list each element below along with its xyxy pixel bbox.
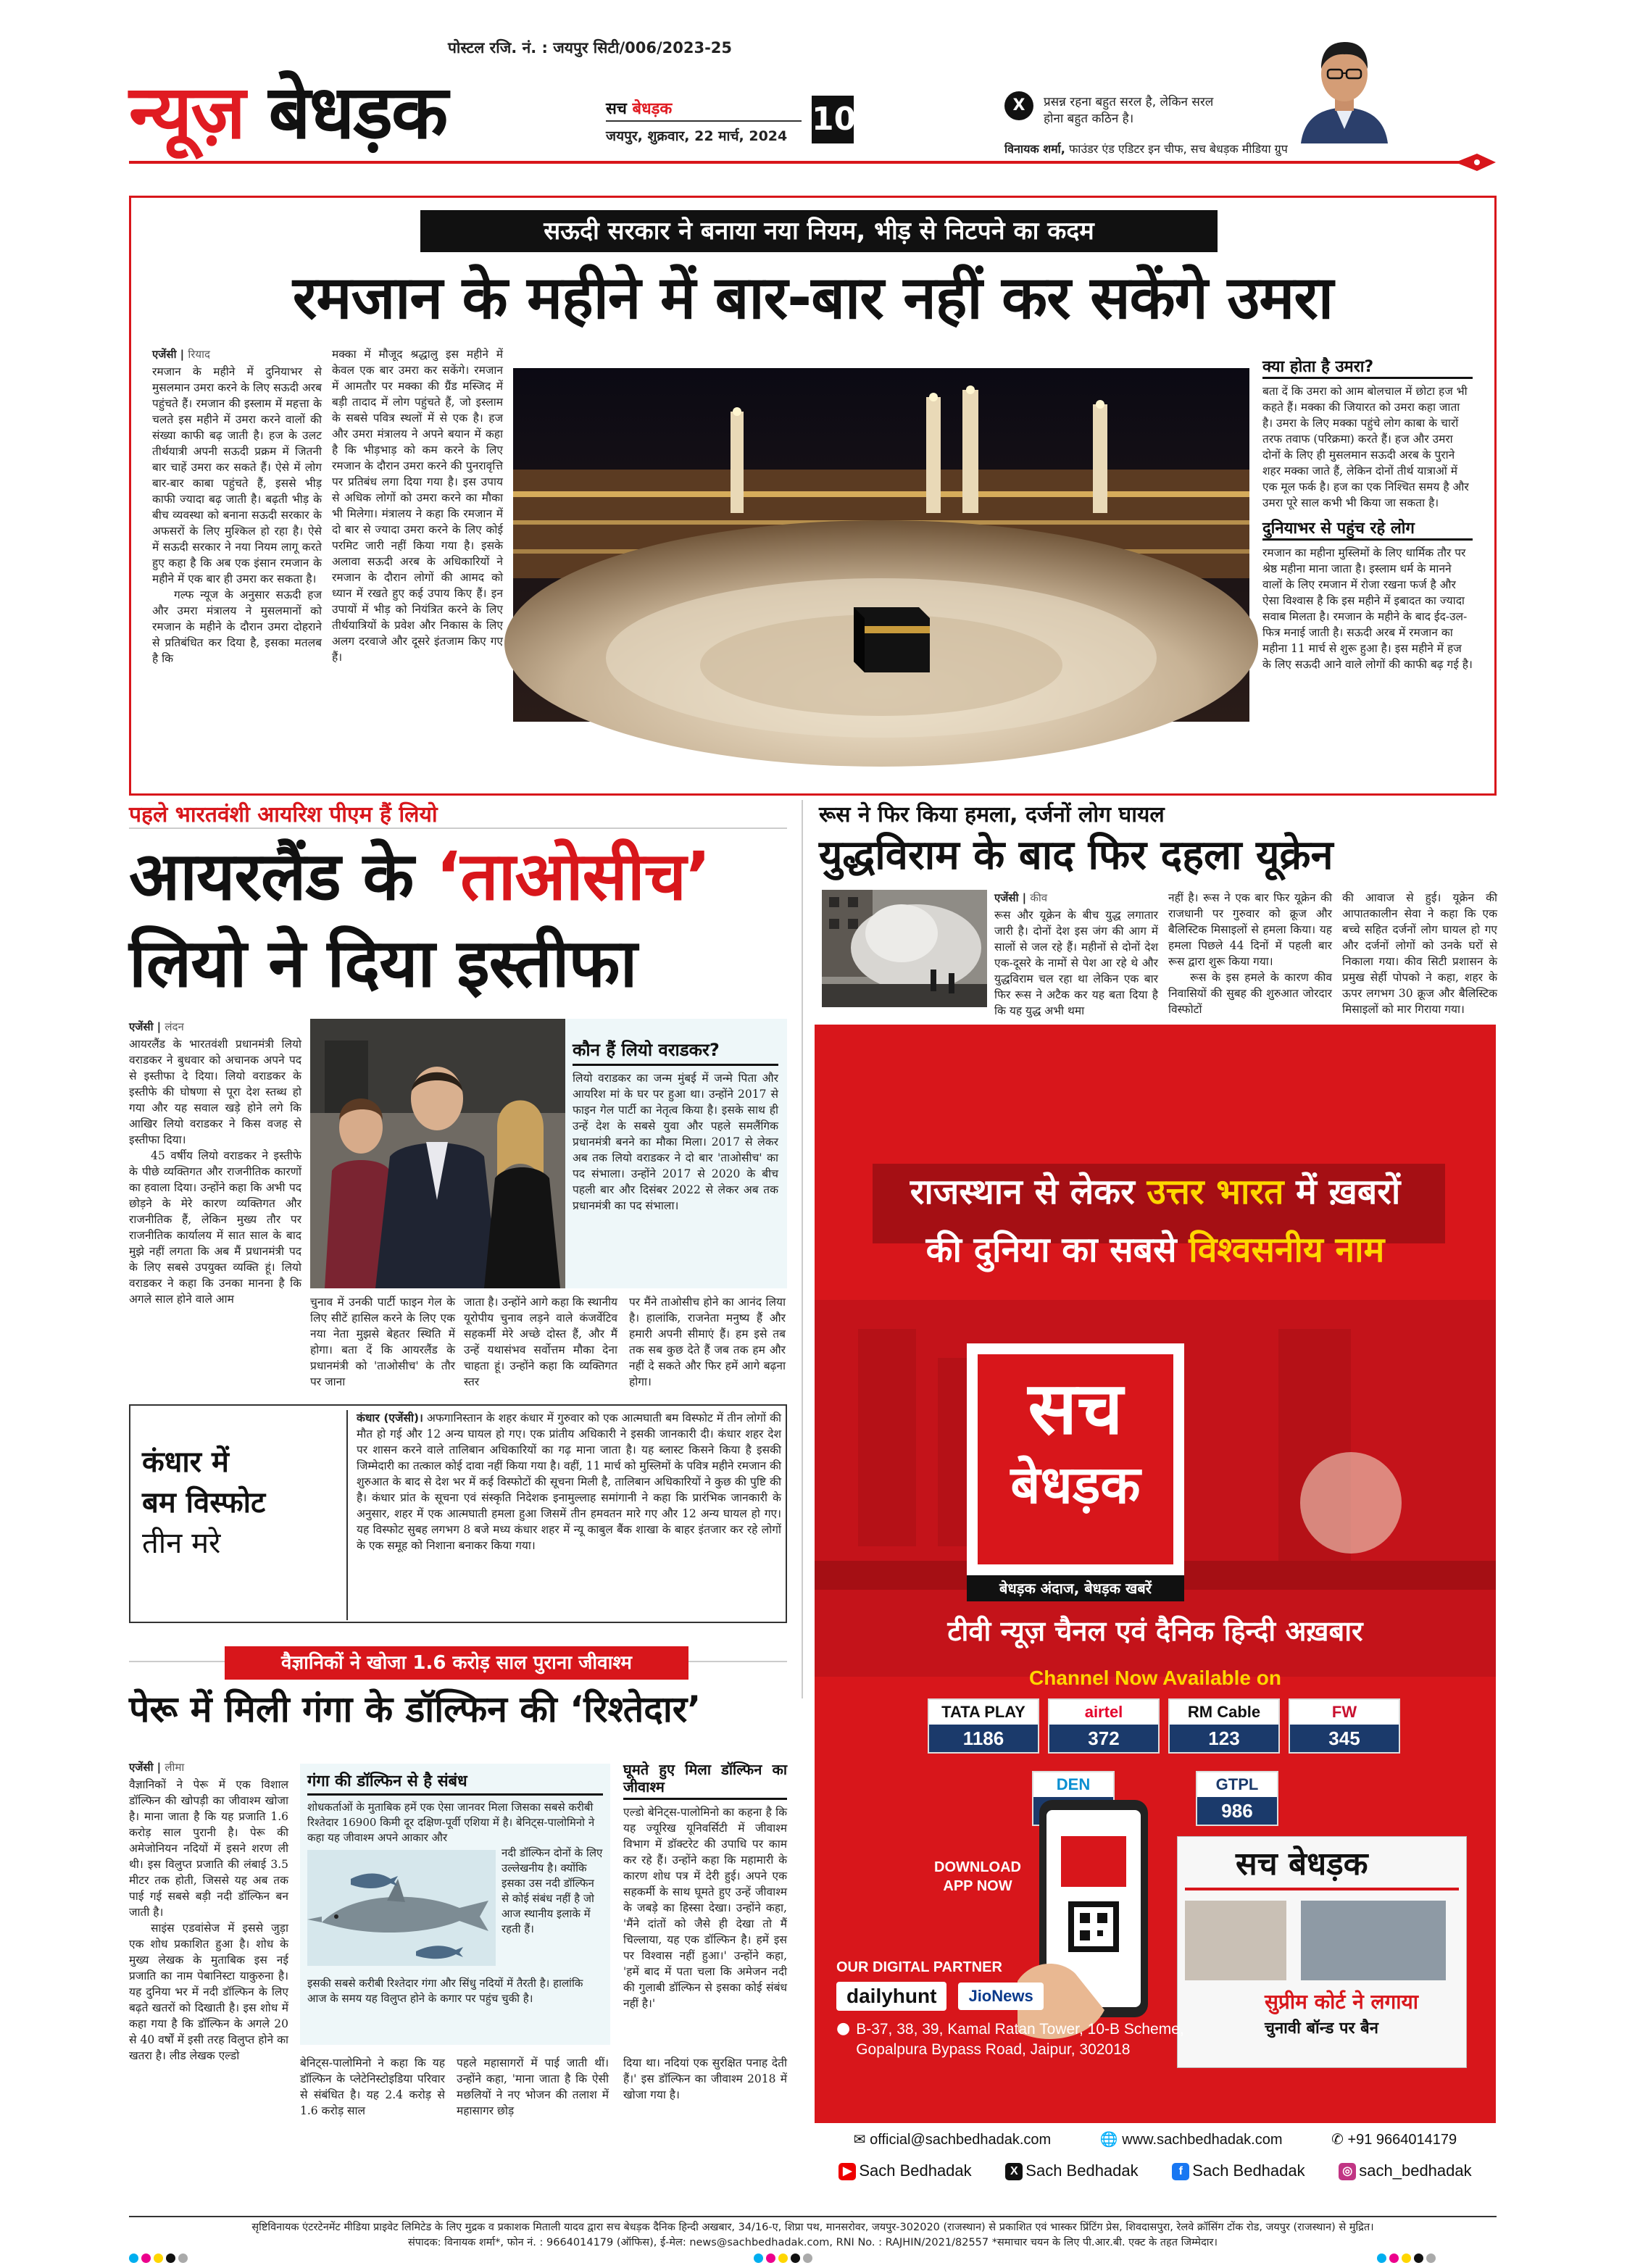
ireland-kicker-rule [129,827,787,829]
ganga-dolphin-text-3: इसकी सबसे करीबी रिश्तेदार गंगा और सिंधु नदियों में तैरती है। हालांकि आज के समय यह विलुप्त होने के कगार पर पहुंच चुकी है। [307,1977,583,2005]
dolphin-col3-title: घूमते हुए मिला डॉल्फिन का जीवाश्म [623,1761,787,1800]
ireland-bottom-col-2 [464,1294,617,1401]
social-facebook-label: Sach Bedhadak [1192,2161,1305,2180]
kandahar-title [142,1442,338,1564]
footer-imprint [129,2220,1497,2251]
masthead-tag-rule [606,120,802,122]
footer-line-2: संपादक: विनायक शर्मा*, फोन नं. : 9664014179 (ऑफिस), ई-मेल: news@sachbedhadak.com, RNI No. : RAJHIN/2021/82557 *समाचार चयन के लिए पी.आर.बी. एक्ट के तहत जिम्मेदार। [408,2237,1218,2248]
ukraine-byline: एजेंसी | कीव [994,891,1048,904]
footer-rule [129,2216,1497,2217]
ireland-bottom-para-3: पर मैंने ताओसीच होने का आनंद लिया है। हालांकि, राजनेता मनुष्य हैं और हमारी अपनी सीमाएं हैं। हम इसे तब तक सब कुछ देते हैं जब तक हम और नहीं दे सकते और फिर हमें आगे बढ़ना होगा। [629,1296,786,1388]
ad-address-text: B-37, 38, 39, Kamal Ratan Tower, 10-B Scheme, Gopalpura Bypass Road, Jaipur, 302018 [856,2021,1184,2058]
lead-agency: एजेंसी [152,348,177,361]
footer-line-1: सृष्टिविनायक एंटरटेनमेंट मीडिया प्राइवेट लिमिटेड के लिए मुद्रक व प्रकाशक मिताली यादव द्वारा सच बेधड़क दैनिक हिन्दी अखबार, 34/16-ए, शिप्रा पथ, मानसरोवर, जयपुर-302020 (राजस्थान) से प्रकाशित एवं भास्कर प्रिंटिंग प्रेस, शिवदासपुरा, रेलवे क्रॉसिंग टोंक रोड, जयपुर (राजस्थान) से मुद्रित। [251,2222,1374,2233]
channel-rm-cable-number: 123 [1170,1725,1278,1752]
ireland-headline-quote: ‘ताओसीच’ [436,838,711,915]
ukraine-column-3 [1342,890,1497,1016]
dolphin-bottom-para-1: बेनिट्स-पालोमिनो ने कहा कि यह डॉल्फिन के प्लेटेनिस्टोइडिया परिवार से संबंधित है। यह 2.4 करोड़ से 1.6 करोड़ साल [300,2056,445,2117]
ad-paper-headline: सुप्रीम कोर्ट ने लगाया [1265,1990,1419,2014]
channel-tata-play-name: TATA PLAY [941,1703,1025,1721]
youtube-icon: ▶ [839,2163,856,2180]
kandahar-title-2: बम विस्फोट [142,1486,266,1519]
dolphin-bottom-col-2 [457,2055,609,2200]
logo-word-news: न्यूज़ [129,70,244,156]
logo-word-bedhadak: बेधड़क [268,70,447,156]
ireland-byline: एजेंसी | लंदन [129,1020,184,1033]
dolphin-col3-para: एल्डो बेनिट्स-पालोमिनो का कहना है कि यह ज्यूरिख यूनिवर्सिटी में जीवाश्म विभाग में डॉक्टरेट की उपाधि पर काम कर रहे हैं। उन्होंने कहा कि महामारी के कारण शोध पत्र में देरी हुई। अपने एक सहकर्मी के साथ घूमते हुए उन्हें जीवाश्म के जबड़े का हिस्सा देखा। उन्होंने कहा, 'मैंने दांतों को जैसे ही देखा तो मैं चिल्लाया, यह एक डॉल्फिन है। हमें इस पर विश्वास नहीं हुआ।' उन्होंने कहा, 'हमें बाद में पता चला कि अमेजन नदी की गुलाबी डॉल्फिन से इसका कोई संबंध नहीं है।' [623,1806,787,2010]
dolphin-headline-part1: पेरू में मिली गंगा के डॉल्फिन की [129,1688,557,1730]
ireland-headline [129,833,796,1007]
social-instagram[interactable] [1339,2161,1471,2180]
who-is-varadkar-title: कौन हैं लियो वराडकर? [573,1039,778,1066]
side-box-2-title: दुनियाभर से पहुंच रहे लोग [1262,521,1473,541]
editor-credit [1004,141,1288,157]
editor-title: फाउंडर एंड एडिटर इन चीफ, सच बेधड़क मीडिया ग्रुप [1068,142,1288,156]
ukraine-column-2 [1168,890,1332,1016]
channel-rm-cable [1168,1698,1280,1754]
channel-rm-cable-name: RM Cable [1187,1703,1261,1721]
dolphin-col1-para2: साइंस एडवांसेज में इससे जुड़ा एक शोध प्रकाशित हुआ है। शोध के मुख्य लेखक के मुताबिक इस नई प्रजाति का नाम पेबानिस्टा याकुरुना है। यह दुनिया भर में नदी डॉल्फिन के लिए बढ़ते खतरों को दिखाती है। इस शोध में कहा गया है कि डॉल्फिन के अगले 20 से 40 वर्षों में इसी तरह विलुप्त होने का खतरा है। लीड लेखक एल्डो [129,1922,288,2062]
ad-line2-b: विश्वसनीय नाम [1189,1230,1385,1270]
channel-fw-name: FW [1331,1703,1357,1721]
channel-tata-play-number: 1186 [929,1725,1038,1752]
kandahar-body: अफगानिस्तान के शहर कंधार में गुरुवार को एक आत्मघाती बम विस्फोट में तीन लोगों की मौत हो गई और 12 अन्य घायल हो गए। एक प्रांतीय अधिकारी ने इसकी जानकारी दी। कंधार शहर देश पर शासन करने वाले तालिबान अधिकारियों का गढ़ माना जाता है। यह ब्लास्ट किसने किया है इसकी जिम्मेदारी का तत्काल कोई दावा नहीं किया गया है। वहीं, 11 मार्च को मुस्लिमों के पवित्र महीने रमजान की शुरुआत के बाद से देश भर में कई विस्फोटों की सूचना मिली है, तालिबान अधिकारियों ने कुछ की पुष्टि की है। कंधार प्रांत के सूचना एवं संस्कृति निदेशक इनामुल्लाह समांगानी ने कहा कि प्रारंभिक जानकारी के अनुसार, शहर में एक आत्मघाती हमला हुआ जिसमें तीन हमवतन मारे गए और 12 अन्य घायल हो गए। यह विस्फोट सुबह लगभग 8 बजे मध्य कंधार शहर में न्यू काबुल बैंक शाखा के बाहर इंतजार कर रहे लोगों के एक समूह को निशाना बनाकर किया गया। [357,1412,781,1552]
lead-col1-para1: रमजान के महीने में दुनियाभर से मुसलमान उमरा करने के लिए सऊदी अरब पहुंचते हैं। रमजान की इस्लाम में महत्ता के चलते इस महीने में उमरा करने वालों की संख्या काफी बढ़ जाती है। हज के उलट तीर्थयात्री अपनी सऊदी प्रक्रम में जितनी बार चाहें उमरा कर सकते हैं। ऐसे में लोग बार-बार काबा पहुंचते हैं, इससे भीड़ काफी ज्यादा बढ़ जाती है। बढ़ती भीड़ के बीच व्यवस्था को बनाना सऊदी सरकार के अफसरों के लिए मुश्किल हो रहा है। ऐसे में सऊदी सरकार ने नया नियम लागू करते हुए कहा है कि अब एक इंसान रमजान के महीने में एक बार ही उमरा कर सकता है। [152,365,322,585]
social-youtube[interactable] [839,2161,971,2180]
dolphin-dateline: लीमा [165,1761,185,1774]
ad-download-line: DOWNLOAD [934,1859,1021,1875]
ad-phone[interactable]: +91 9664014179 [1347,2132,1457,2148]
tag-sach: सच [606,100,627,118]
ireland-col1-para1: आयरलैंड के भारतवंशी प्रधानमंत्री लियो वराडकर ने बुधवार को अचानक अपने पद से इस्तीफा दे दिया। लियो वराडकर के इस्तीफे की घोषणा से पूरा देश स्तब्ध हो गया और यह सवाल खड़े होने लगे कि आखिर लियो वराडकर ने किस वजह से इस्तीफा दिया। [129,1038,301,1146]
ad-address [836,2019,1213,2060]
ukraine-col2-para1: नहीं है। रूस ने एक बार फिर यूक्रेन की राजधानी पर गुरुवार को क्रूज और बैलिस्टिक मिसाइलों से हमला किया। यह हमला पिछले 44 दिनों में पहली बार रूस द्वारा शुरू किया गया। [1168,891,1332,968]
ireland-bottom-col-3 [629,1294,786,1401]
quote-line-1: प्रसन्न रहना बहुत सरल है, लेकिन सरल [1044,95,1214,109]
ireland-column-1 [129,1019,301,1306]
dolphin-column-3 [623,1761,787,2051]
channel-den-name: DEN [1056,1775,1091,1793]
varadkar-photo [310,1019,565,1288]
lead-byline: एजेंसी | रियाद [152,348,210,361]
ad-line2-a: की दुनिया का सबसे [925,1230,1177,1270]
postal-registration: पोस्टल रजि. नं. : जयपुर सिटी/006/2023-25 [448,39,733,57]
ad-social-row [815,2148,1496,2180]
ukraine-dateline: कीव [1030,891,1048,904]
facebook-icon: f [1172,2163,1189,2180]
dolphin-kicker: वैज्ञानिकों ने खोजा 1.6 करोड़ साल पुराना जीवाश्म [225,1646,688,1680]
ukraine-col3-para: की आवाज से हुई। यूक्रेन की आपातकालीन सेवा ने कहा कि एक बच्चे सहित दर्जनों लोग घायल हो गए और दर्जनों लोगों को उनके घरों से निकाला गया। कीव सिटी प्रशासन के प्रमुख सेर्ही पोपको ने कहा, शहर के ऊपर लगभग 30 क्रूज और बैलिस्टिक मिसाइलों को मार गिराया गया। [1342,891,1497,1016]
ad-email-item [854,2130,1051,2148]
side-box-1-text: बता दें कि उमरा को आम बोलचाल में छोटा हज भी कहते हैं। मक्का की जियारत को उमरा कहा जाता है। उमरा के लिए मक्का पहुंचे लोग काबा के चारों तरफ तवाफ (परिक्रमा) करते हैं। हज और उमरा दोनों के लिए ही मुसलमान सऊदी अरब के पुराने शहर मक्का जाते हैं, लेकिन दोनों तीर्थ यात्राओं में एक मूल फर्क है। हज का एक निश्चित समय है और उमरा पूरे साल कभी भी किया जा सकता है। [1262,385,1469,509]
masthead-tag [606,97,672,119]
pen-nib-icon [1455,149,1496,175]
ad-headline-line1 [858,1167,1452,1217]
kandahar-title-rule [346,1410,348,1620]
ad-website-item [1100,2130,1283,2148]
ad-email[interactable]: official@sachbedhadak.com [870,2132,1052,2148]
channel-fw [1289,1698,1400,1754]
social-youtube-label: Sach Bedhadak [859,2161,972,2180]
lead-column-2-lower [332,426,503,781]
lead-col1-para2: गल्फ न्यूज के अनुसार सऊदी हज और उमरा मंत्रालय ने मुसलमानों को रमजान के महीने के दौरान उमरा दोहराने से प्रतिबंधित कर दिया है, इसका मतलब है कि [152,588,322,665]
page-number: 10 [812,96,854,143]
channel-tata-play [928,1698,1039,1754]
kandahar-dateline: कंधार (एजेंसी)। [357,1412,423,1425]
ireland-headline-part1: आयरलैंड के [129,838,414,915]
ad-app-now-line: APP NOW [943,1878,1012,1894]
channel-fw-number: 345 [1290,1725,1399,1752]
lead-side-column [1262,359,1473,780]
channel-airtel-number: 372 [1049,1725,1158,1752]
dolphin-bottom-col-1 [300,2055,445,2200]
ganga-dolphin-text-2: नदी डॉल्फिन दोनों के लिए उल्लेखनीय है। क्योंकि इसका उस नदी डॉल्फिन से कोई संबंध नहीं है जो आज स्थानीय इलाके में रहती हैं। [502,1846,603,1935]
ireland-bottom-para-1: चुनाव में उनकी पार्टी फाइन गेल के लिए सीटें हासिल करने के लिए एक नया नेता मुझसे बेहतर स्थिति में होगा। बता दें कि आयरलैंड के प्रधानमंत्री को 'ताओसीच' के तौर पर जाना [310,1296,455,1388]
ad-website[interactable]: www.sachbedhadak.com [1122,2132,1283,2148]
channel-gtpl-number: 986 [1197,1797,1277,1825]
ukraine-column-1 [994,890,1158,1017]
masthead-rule [129,161,1459,164]
ireland-bottom-para-2: जाता है। उन्होंने आगे कहा कि स्थानीय यूरोपीय चुनाव लड़ने वाले कंजर्वेटिव सहकर्मी मेरे अच्छे दोस्त हैं, और मैं उन्हें यथासंभव सर्वोत्तम मौका देना चाहता हूं। उन्होंने कहा कि व्यक्तिगत स्तर [464,1296,617,1388]
ad-line1-c: में ख़बरों [1296,1172,1401,1212]
ukraine-headline: युद्धविराम के बाद फिर दहला यूक्रेन [819,832,1333,879]
ad-logo-bedhadak: बेधड़क [1010,1454,1141,1515]
ukraine-col1-para: रूस और यूक्रेन के बीच युद्ध लगातार जारी है। दोनों देश इस जंग की आग में सालों से जल रहे हैं। महीनों से दोनों देश एक-दूसरे के नामों से पेश आ रहे थे और युद्धविराम चल रहा था लेकिन एक बार फिर रूस ने अटैक कर यह बता दिया है कि यह युद्ध अभी थमा [994,909,1158,1017]
side-box-2-text: रमजान का महीना मुस्लिमों के लिए धार्मिक तौर पर श्रेष्ठ महीना माना जाता है। इस्लाम धर्म के मानने वालों के लिए रमजान में रोजा रखना फर्ज है और ऐसा विश्वास है कि इस महीने में इबादत का ज्यादा सवाब मिलता है। रमजान के महीने के बाद ईद-उल-फित्र मनाई जाती है। सऊदी अरब में रमजान का महीना 11 मार्च से शुरू हुआ है। इस महीने में हज के लिए सऊदी आने वाले लोगों की काफी बढ़ गई है। [1262,546,1473,671]
ad-partner-panel [836,1959,1213,2116]
ukraine-agency: एजेंसी [994,891,1019,904]
social-instagram-label: sach_bedhadak [1359,2161,1472,2180]
mecca-photo [513,368,1249,722]
channel-airtel [1048,1698,1160,1754]
jionews-logo: JioNews [958,1983,1043,2010]
ad-paper-photo-2 [1301,1901,1446,1980]
social-x-label: Sach Bedhadak [1025,2161,1139,2180]
dolphin-col1-para1: वैज्ञानिकों ने पेरू में एक विशाल डॉल्फिन की खोपड़ी का जीवाश्म खोजा है। माना जाता है कि यह प्रजाति 1.6 करोड़ साल पुरानी है। पेरू की अमेजोनियन नदियों में इसने शरण ली थी। इस विलुप्त प्रजाति की लंबाई 3.5 मीटर तक होती, जिससे यह अब तक पाई गई सबसे बड़ी नदी डॉल्फिन बन जाती है। [129,1778,288,1919]
x-logo-icon: X [1004,91,1033,120]
ad-partner-logos [836,1982,1213,2011]
globe-icon: 🌐 [1099,2132,1123,2148]
ireland-agency: एजेंसी [129,1020,154,1033]
dolphin-headline-quote: ‘रिश्तेदार’ [570,1688,702,1730]
channel-gtpl [1196,1771,1278,1826]
kandahar-title-3: तीन मरे [142,1527,221,1560]
ukraine-photo [822,890,987,1007]
dolphin-bottom-para-3: दिया था। नदियां एक सुरक्षित पनाह देती हैं।' इस डॉल्फिन का जीवाश्म 2018 में खोजा गया है। [623,2056,787,2101]
phone-icon: ✆ [1331,2132,1348,2148]
editor-portrait [1297,29,1391,143]
ireland-col1-para2: 45 वर्षीय लियो वराडकर ने इस्तीफे के पीछे व्यक्तिगत और राजनीतिक कारणों का हवाला दिया। उन्होंने कहा कि अभी पद छोड़ने के मेरे कारण व्यक्तिगत और राजनीतिक हैं, लेकिन मुख्य तौर पर राजनीतिक कार्यालय में सात साल के बाद मुझे नहीं लगता कि अब मैं प्रधानमंत्री पद के लिए सबसे उपयुक्त व्यक्ति हूं। लियो वराडकर ने कहा कि उनका मानना है कि अगले साल होने वाले आम [129,1149,301,1306]
lead-headline: रमजान के महीने में बार-बार नहीं कर सकेंगे उमरा [292,264,1333,333]
ganga-dolphin-title: गंगा की डॉल्फिन से है संबंध [307,1769,603,1796]
ireland-bottom-col-1 [310,1294,455,1401]
ad-logo-sach: सच [1028,1366,1123,1451]
registration-dots-right [1377,2252,1439,2266]
x-icon: X [1005,2163,1023,2180]
channel-gtpl-name: GTPL [1215,1775,1259,1793]
ad-newspaper-mockup [1177,1836,1467,2068]
dolphin-byline: एजेंसी | लीमा [129,1761,185,1774]
ganga-dolphin-text-1: शोधकर्ताओं के मुताबिक हमें एक ऐसा जानवर मिला जिसका सबसे करीबी रिश्तेदार 16900 किमी दूर दक्षिण-पूर्वी एशिया में है। बेनिट्स-पालोमिनो ने कहा यह जीवाश्म अपने आकार और [307,1801,595,1844]
column-divider [802,800,803,1698]
social-facebook[interactable] [1172,2161,1304,2180]
dolphin-illustration [307,1850,496,1966]
ad-contact-row [815,2123,1496,2148]
kandahar-title-1: कंधार में [142,1446,229,1479]
ganga-dolphin-box [300,1764,610,2045]
channel-airtel-name: airtel [1084,1703,1123,1721]
dolphin-agency: एजेंसी [129,1761,154,1774]
ad-line1-b: उत्तर भारत [1147,1172,1284,1212]
ad-paper-name: सच बेधड़क [1236,1846,1368,1883]
lead-column-2 [332,346,503,664]
date-line: जयपुर, शुक्रवार, 22 मार्च, 2024 [606,128,788,144]
dolphin-headline [129,1684,803,1735]
ireland-headline-part2: लियो ने दिया इस्तीफा [129,925,637,1002]
ad-contact-strip [815,2123,1496,2206]
lead-dateline: रियाद [188,348,210,361]
ad-channel-now: Channel Now Available on [1029,1667,1281,1689]
dailyhunt-logo: dailyhunt [836,1982,946,2011]
who-is-varadkar-box [565,1019,787,1288]
ad-partner-label: OUR DIGITAL PARTNER [836,1959,1002,1975]
dolphin-column-1 [129,1759,288,2201]
editor-quote [1044,94,1213,128]
location-pin-icon: ● [836,2019,851,2038]
dolphin-bottom-para-2: पहले महासागरों में पाई जाती थीं। उन्होंने कहा, 'माना जाता है कि ऐसी मछलियों ने नए भोजन की तलाश में महासागर छोड़ [457,2056,609,2117]
ad-headline-line2 [858,1225,1452,1275]
ireland-headline-line1 [129,833,796,920]
quote-line-2: होना बहुत कठिन है। [1044,112,1134,126]
kandahar-text [357,1410,781,1619]
social-x[interactable] [1005,2161,1138,2180]
ukraine-kicker: रूस ने फिर किया हमला, दर्जनों लोग घायल [819,802,1165,827]
tag-bedhadak: बेधड़क [632,100,673,118]
masthead-logo [129,70,446,157]
ad-logo-tagline: बेधड़क अंदाज, बेधड़क खबरें [967,1575,1184,1601]
lead-col2-top: मक्का में मौजूद श्रद्धालु इस महीने में केवल एक बार उमरा कर सकेंगे। रमजान में आमतौर पर मक्का की ग्रैंड मस्जिद में बड़ी तादाद में लोग पहुंचते हैं, जो इस्लाम के सबसे पवित्र स्थलों में से एक है। हज और उमरा मंत्रालय ने अपने बयान में कहा है कि भीड़भाड़ को कम करने के लिए रमजान के दौरान उमरा करने की पुनरावृत्ति पर प्रतिबंध लगा दिया गया है। इस उपाय से अधिक लोगों को उमरा करने का मौका भी मिलेगा। मंत्रालय ने कहा कि रमजान में दो बार से ज्यादा उमरा करने के लिए कोई परमिट जारी नहीं किया गया है। इसके अलावा सऊदी अरब के अधिकारियों ने रमजान के दौरान लोगों की आमद को ध्यान में रखते हुए कई उपाय किए हैं। इन उपायों में भीड़ को नियंत्रित करने के लिए तीर्थयात्रियों के प्रवेश और निकास के लिए अलग दरवाजे और दूसरे इंतजाम किए गए हैं। [332,348,503,664]
ad-line1-a: राजस्थान से लेकर [910,1172,1135,1212]
registration-dots-left [129,2252,191,2266]
dolphin-bottom-col-3 [623,2055,787,2200]
ukraine-col2-para2: रूस के इस हमले के कारण कीव निवासियों की सुबह की शुरुआत जोरदार विस्फोटों [1168,971,1332,1016]
sach-bedhadak-ad [815,1025,1496,2206]
lead-column-1 [152,346,322,781]
side-box-1-title: क्या होता है उमरा? [1262,359,1473,379]
who-is-varadkar-text: लियो वराडकर का जन्म मुंबई में जन्मे पिता और आयरिश मां के घर पर हुआ था। उन्होंने 2017 से फाइन गेल पार्टी का नेतृत्व किया है। इसके साथ ही उन्हें देश के सबसे युवा और पहले समलैंगिक प्रधानमंत्री बनने का मौका मिला। 2017 से लेकर अब तक लियो वराडकर ने दो बार 'ताओसीच' का पद संभाला। उन्होंने 2017 से 2020 के बीच पहली बार और दिसंबर 2022 से लेकर अब तक प्रधानमंत्री का पद संभाला। [573,1072,778,1212]
instagram-icon: ◎ [1339,2163,1356,2180]
lead-kicker: सऊदी सरकार ने बनाया नया नियम, भीड़ से निटपने का कदम [420,210,1218,252]
ad-paper-sub: चुनावी बॉन्ड पर बैन [1265,2019,1378,2038]
ad-phone-item [1331,2130,1457,2148]
ganga-dolphin-lower [307,1846,603,1976]
ad-paper-rule [1185,1888,1459,1890]
registration-dots-center [754,2252,815,2266]
ireland-dateline: लंदन [165,1020,184,1033]
mail-icon: ✉ [853,2132,870,2148]
ireland-kicker: पहले भारतवंशी आयरिश पीएम हैं लियो [129,802,438,827]
editor-name: विनायक शर्मा, [1004,142,1065,156]
ad-tv-line: टीवी न्यूज़ चैनल एवं दैनिक हिन्दी अख़बार [947,1615,1363,1647]
